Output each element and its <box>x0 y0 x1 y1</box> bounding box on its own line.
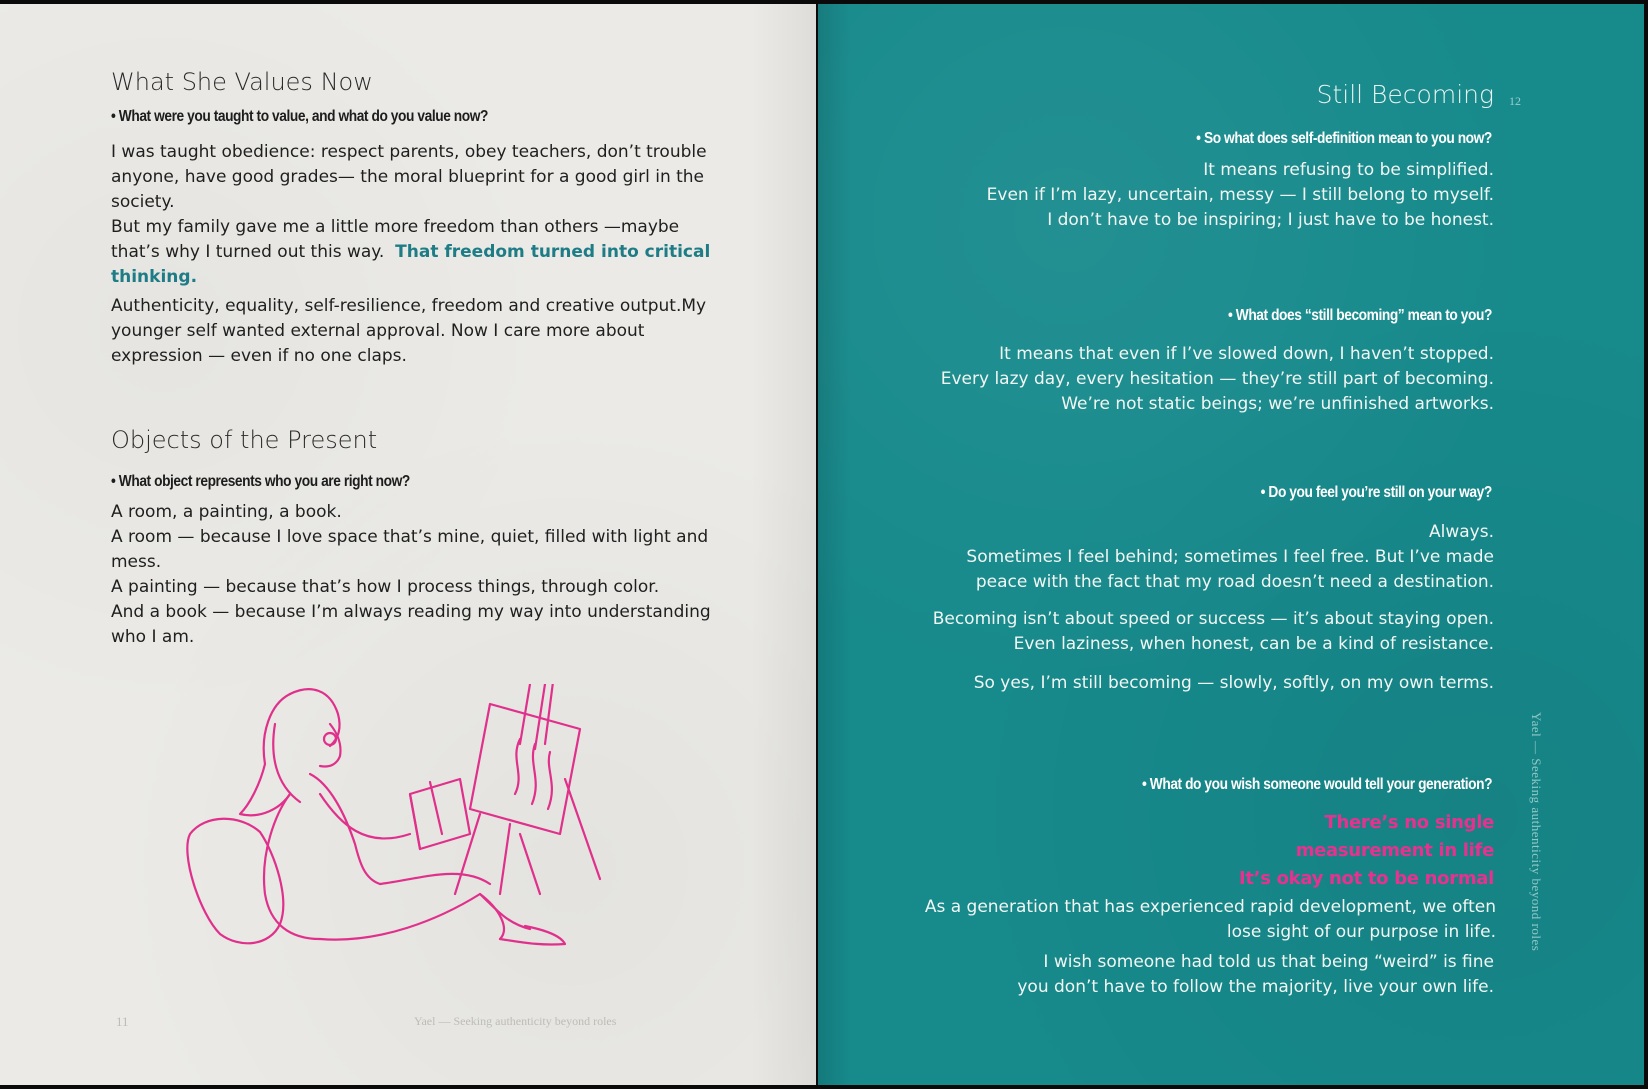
text-line: It’s okay not to be normal <box>1238 868 1494 889</box>
section-title-still-becoming: Still Becoming <box>1316 80 1494 109</box>
text-line: measurement in life <box>1295 840 1494 861</box>
answer-on-your-way <box>966 520 1494 595</box>
question-object <box>111 473 410 491</box>
text-line: A room, a painting, a book. <box>111 502 342 522</box>
question-self-definition <box>1196 130 1492 148</box>
question-text: What were you taught to value, and what do you value now? <box>118 108 489 125</box>
text-line: who I am. <box>111 627 195 647</box>
question-on-your-way <box>1261 484 1492 502</box>
question-taught-values <box>111 108 488 126</box>
section-title-values: What She Values Now <box>111 68 373 96</box>
highlight-text: That freedom turned into critical <box>395 242 711 262</box>
bullet-icon: • <box>111 473 116 490</box>
text-line: you don’t have to follow the majority, live your own life. <box>1017 977 1494 997</box>
text-line: expression — even if no one claps. <box>111 346 407 366</box>
answer-generation <box>925 895 1496 945</box>
text-line: peace with the fact that my road doesn’t need a destination. <box>975 572 1494 592</box>
answer-object <box>111 500 711 650</box>
page-number-right: 12 <box>1509 94 1521 108</box>
text-line <box>111 240 711 265</box>
text-line: Always. <box>1429 522 1494 542</box>
footer-credit: Yael — Seeking authenticity beyond roles <box>414 1014 617 1028</box>
question-generation <box>1142 776 1492 794</box>
pink-statement <box>1239 809 1494 893</box>
text-line: There’s no single <box>1324 812 1494 833</box>
text-line: It means that even if I’ve slowed down, I haven’t stopped. <box>999 344 1494 364</box>
text-line: I wish someone had told us that being “weird” is fine <box>1043 952 1494 972</box>
text-segment: that’s why I turned out this way. <box>111 242 396 262</box>
text-line: A painting — because that’s how I process things, through color. <box>111 577 660 597</box>
answer-generation-2 <box>1017 950 1494 1000</box>
text-line: lose sight of our purpose in life. <box>1226 922 1496 942</box>
bullet-icon: • <box>111 108 116 125</box>
text-line: But my family gave me a little more freedom than others —maybe <box>111 217 680 237</box>
bullet-icon: • <box>1196 130 1201 147</box>
text-line: I don’t have to be inspiring; I just have to be honest. <box>1047 210 1494 230</box>
text-line: So yes, I’m still becoming — slowly, softly, on my own terms. <box>973 673 1494 693</box>
question-text: What do you wish someone would tell your generation? <box>1149 776 1492 793</box>
text-line: Even if I’m lazy, uncertain, messy — I still belong to myself. <box>986 185 1494 205</box>
question-text: Do you feel you’re still on your way? <box>1268 484 1492 501</box>
question-still-becoming <box>1228 307 1492 325</box>
text-line: mess. <box>111 552 162 572</box>
answer-values-now <box>111 294 711 369</box>
side-credit: Yael — Seeking authenticity beyond roles <box>1529 712 1544 952</box>
text-line: society. <box>111 192 175 212</box>
text-line: It means refusing to be simplified. <box>1203 160 1494 180</box>
text-line: anyone, have good grades— the moral blueprint for a good girl in the <box>111 167 705 187</box>
answer-on-your-way-2 <box>933 607 1494 657</box>
bullet-icon: • <box>1141 776 1147 793</box>
question-text: What does “still becoming” mean to you? <box>1235 307 1492 324</box>
answer-still-becoming <box>941 342 1494 417</box>
left-page <box>0 4 816 1085</box>
text-line: As a generation that has experienced rapid development, we often <box>924 897 1496 917</box>
answer-taught-values <box>111 140 711 290</box>
question-text: So what does self-definition mean to you now? <box>1204 130 1492 147</box>
text-line: Authenticity, equality, self-resilience, freedom and creative output.My <box>111 296 707 316</box>
bullet-icon: • <box>1228 307 1233 324</box>
girl-reading-illustration <box>180 684 640 1004</box>
section-title-objects: Objects of the Present <box>111 426 378 454</box>
text-line: Sometimes I feel behind; sometimes I feel free. But I’ve made <box>966 547 1494 567</box>
answer-on-your-way-3 <box>974 671 1494 696</box>
text-line: younger self wanted external approval. Now I care more about <box>111 321 645 341</box>
text-line: Even laziness, when honest, can be a kind of resistance. <box>1013 634 1494 654</box>
answer-self-definition <box>987 158 1494 233</box>
page-number-left: 11 <box>116 1014 129 1029</box>
right-page <box>818 4 1644 1085</box>
question-text: What object represents who you are right now? <box>118 473 410 490</box>
bullet-icon: • <box>1260 484 1266 501</box>
text-line: Becoming isn’t about speed or success — it’s about staying open. <box>932 609 1494 629</box>
text-line: Every lazy day, every hesitation — they’re still part of becoming. <box>940 369 1494 389</box>
highlight-text: thinking. <box>111 267 198 287</box>
text-line: And a book — because I’m always reading my way into understanding <box>111 602 711 622</box>
text-line: We’re not static beings; we’re unfinished artworks. <box>1061 394 1494 414</box>
text-line: I was taught obedience: respect parents, obey teachers, don’t trouble <box>111 142 707 162</box>
text-line: A room — because I love space that’s mine, quiet, filled with light and <box>111 527 709 547</box>
